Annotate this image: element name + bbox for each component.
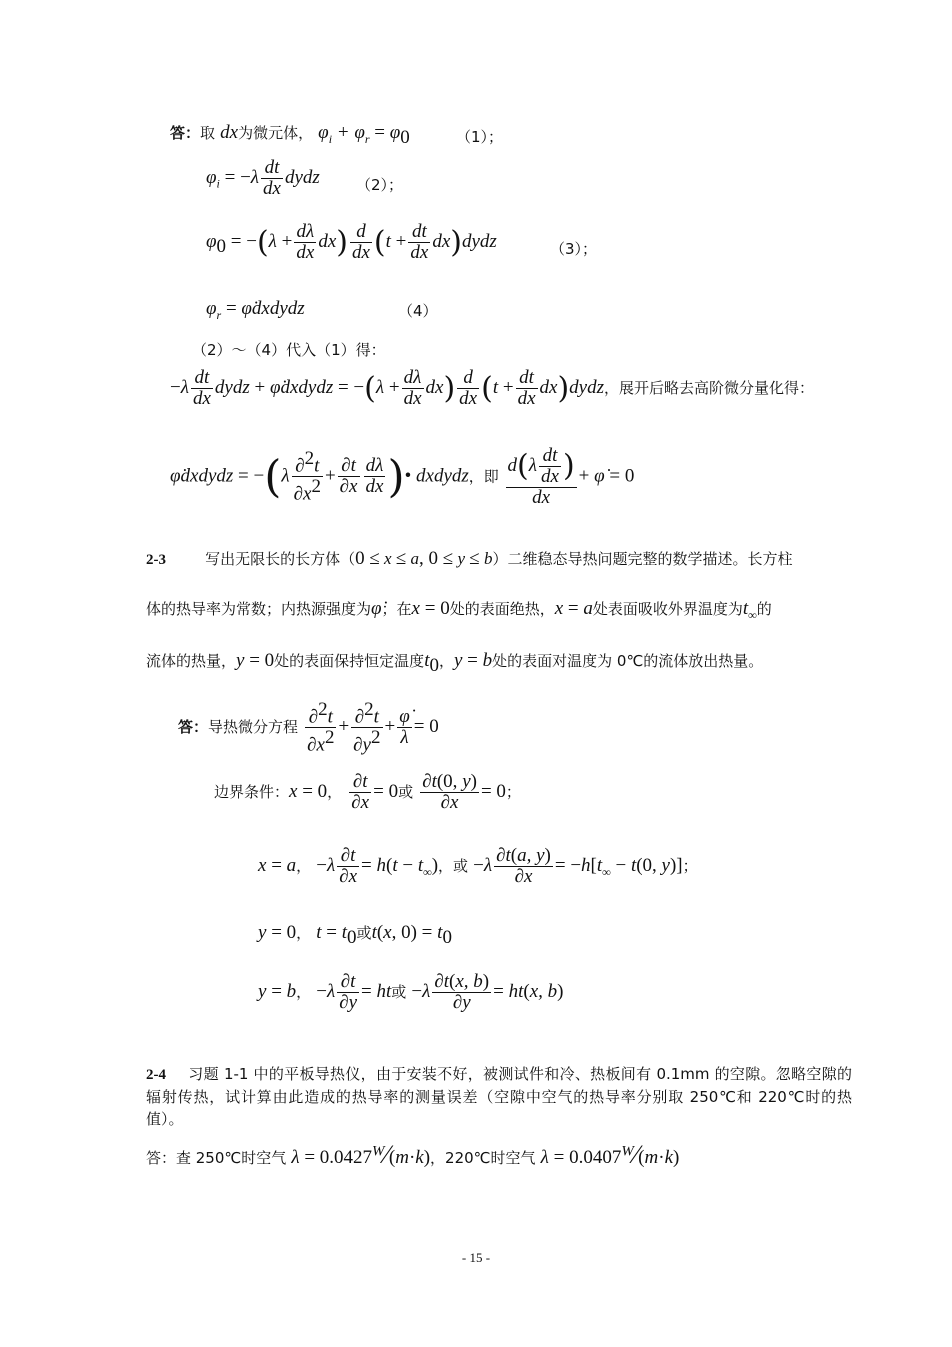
problem-2-3-line-1: 2-3 写出无限长的长方体（0 ≤ x ≤ a, 0 ≤ y ≤ b）二维稳态导热问题完整的数学描述。长方柱 xyxy=(146,548,793,569)
page-number: - 15 - xyxy=(461,1250,491,1265)
answer-2-3-equation: 答：导热微分方程 $\frac{\partial^2t}{\partial x^2}$ + $\frac{\partial^2t}{\partial y^2}$ + $\frac{\varphi̇}{\lambda}$ = 0 xyxy=(178,699,439,756)
problem-2-3-line-3: 流体的热量，y = 0处的表面保持恒定温度$t_0$，y = b处的表面对温度为 0℃的流体放出热量。 xyxy=(146,650,764,676)
boundary-condition-4: y = b， −λ $\frac{\partial t}{\partial y}$ = ht或 −λ $\frac{\partial t(x, b)}{\partial y}$ = ht(x, b) xyxy=(258,971,564,1013)
answer-label: 答： xyxy=(170,124,201,142)
problem-number-2-4: 2-4 xyxy=(146,1067,166,1083)
boundary-condition-1: 边界条件：x = 0， $\frac{\partial t}{\partial x}$ = 0或 $\frac{\partial t(0, y)}{\partial x}$ = 0； xyxy=(214,771,521,813)
problem-2-3-line-2: 体的热导率为常数；内热源强度为φ̇；在x = 0处的表面绝热，x = a处表面吸收外界温度为$t_\infty$的 xyxy=(146,598,772,622)
boundary-condition-3: y = 0， $t = t_0$或t(x, $0) = t_0$ xyxy=(258,922,452,948)
answer-line-1: 答：取 dx为微元体， $\varphi_i + \varphi_r = \varphi_0$ xyxy=(170,122,410,148)
formula-dx: dx xyxy=(220,122,239,143)
equation-4: $\varphi_r$ = φ̇dxdydz xyxy=(206,298,305,322)
equation-5: −λ $\frac{dt}{dx}$ dydz + φ̇dxdydz = −(λ + $\frac{d\lambda}{dx}$ dx) $\frac{d}{dx}$ (t + $\frac{dt}{dx}$ dx)dydz，展开后略去高阶微分量化得： xyxy=(170,367,815,409)
boundary-condition-2: x = a， −λ $\frac{\partial t}{\partial x}$ = $h(t - t_\infty)$，或 −λ $\frac{\partial t(a, y)}{\partial x}$ = $-h[t_\infty - t(0$, y)]； xyxy=(258,845,698,887)
eq-tag-4: （4） xyxy=(398,302,438,320)
answer-2-4: 答：查 250℃时空气 $\lambda = 0.0427^W⁄(m\cdot k)$，220℃时空气 $\lambda = 0.0407^W⁄(m\cdot k)$ xyxy=(146,1140,680,1169)
formula-balance: $\varphi_i + \varphi_r = \varphi_0$ xyxy=(318,122,410,148)
eq-tag-3: （3）； xyxy=(550,240,598,258)
eq-tag-2: （2）； xyxy=(356,176,404,194)
problem-2-4-text: 习题 1-1 中的平板导热仪，由于安装不好，被测试件和冷、热板间有 0.1mm 的空隙。忽略空隙的辐射传热，试计算由此造成的热导率的测量误差（空隙中空气的热导率分别取 250℃和 220℃时的热值）。 xyxy=(146,1065,852,1128)
problem-2-4 xyxy=(146,1063,852,1130)
equation-6: φ̇dxdydz = −(λ $\frac{\partial^2t}{\partial x^2}$ + $\frac{\partial t}{\partial x}$ $\frac{d\lambda}{dx}$ )• dxdydz，即 d(λ $\frac{dt}{dx}$ ) dx + φ̇ = 0 xyxy=(170,445,635,508)
substitute-text: （2）～（4）代入（1）得： xyxy=(192,341,386,359)
eq-tag-1: （1）； xyxy=(456,128,504,146)
equation-2: $\varphi_i = -\lambda$ $\frac{dt}{dx}$ dydz xyxy=(206,157,320,199)
equation-3: $\varphi_0 = -(\lambda$ + $\frac{d\lambda}{dx}$ dx) $\frac{d}{dx}$ (t + $\frac{dt}{dx}$ dx)dydz xyxy=(206,221,497,263)
problem-number-2-3: 2-3 xyxy=(146,552,166,568)
